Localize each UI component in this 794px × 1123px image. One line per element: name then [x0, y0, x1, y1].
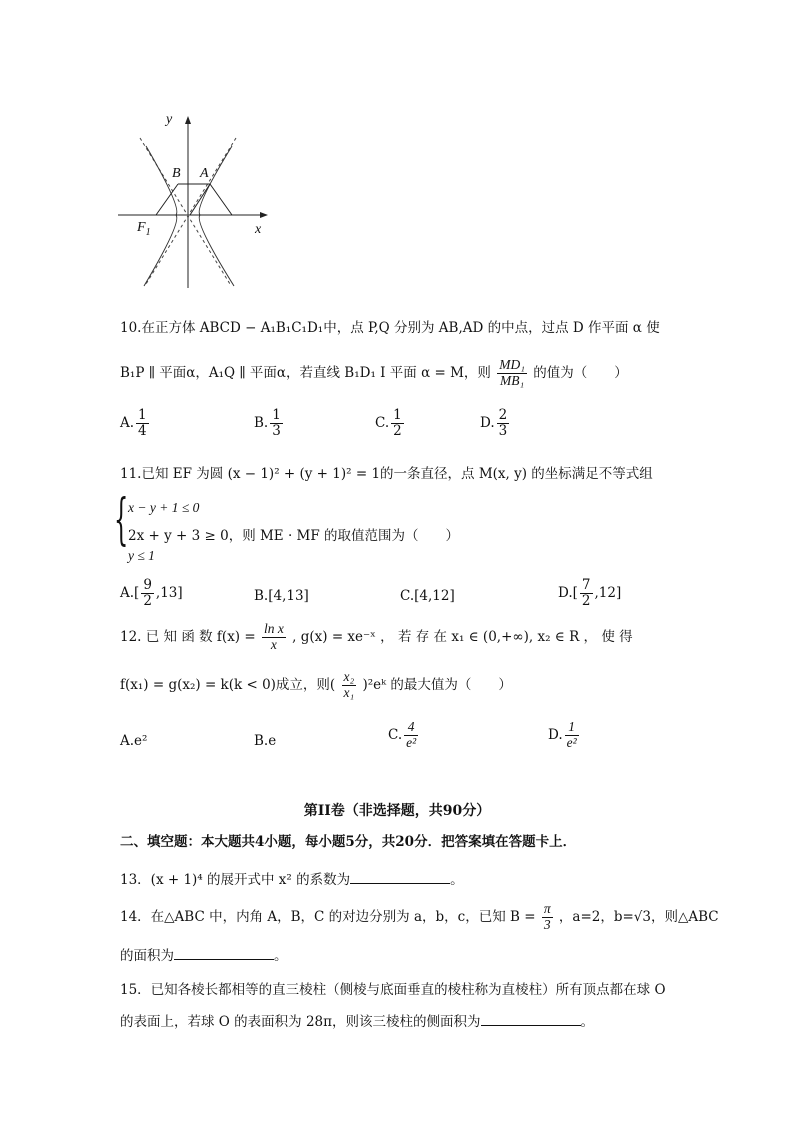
q10-option-b [254, 408, 285, 439]
q10-option-a-den: 4 [138, 422, 147, 439]
q15-line2-post: 。 [580, 1014, 594, 1030]
q12-ratio-num: x₂ [343, 669, 355, 684]
segment-A-origin [190, 184, 210, 215]
q11-option-a [120, 578, 183, 609]
q10-option-a-num: 1 [138, 407, 147, 423]
q12-option-c-num: 4 [404, 720, 418, 736]
q11-line1: 11.已知 EF 为圆 (x − 1)² + (y + 1)² = 1的一条直径，点 M(x, y) 的坐标满足不等式组 [120, 466, 653, 482]
q12-line1 [120, 622, 633, 653]
q10-option-b-den: 3 [272, 422, 281, 439]
q11-option-a-num: 9 [143, 577, 152, 593]
figure-point-B: B [172, 166, 181, 181]
section-title: 第II卷（非选择题，共90分） [303, 803, 491, 819]
hyperbola-figure [110, 108, 280, 290]
q13-pre: 13．(x + 1)⁴ 的展开式中 x² 的系数为 [120, 872, 351, 888]
q12-ratio-fraction [342, 670, 357, 701]
q11-option-a-post: ,13] [155, 584, 183, 601]
q14-angle-num: π [543, 901, 551, 916]
figure-y-label: y [166, 112, 173, 127]
q12-line1-pre: 12. 已 知 函 数 f(x) = [120, 628, 256, 645]
q12-line1-post: , g(x) = xe⁻ˣ ， 若 存 在 x₁ ∈ (0,+∞), x₂ ∈ R ， 使 得 [292, 628, 633, 645]
q12-ratio-den: x₁ [343, 684, 355, 700]
q12-option-c [388, 720, 420, 751]
q13-line [120, 868, 464, 888]
q11-option-c: C.[4,12] [400, 588, 455, 604]
figure-point-A: A [200, 166, 209, 181]
q12-option-b: B.e [254, 733, 277, 749]
q11-option-a-den: 2 [143, 592, 152, 609]
q12-line2 [120, 670, 512, 701]
q12-f-den: x [270, 636, 277, 652]
q12-option-d [548, 720, 581, 751]
q10-option-c-num: 1 [393, 407, 402, 423]
q10-option-d-frac [497, 408, 510, 439]
q11-system-row2: 2x + y + 3 ≥ 0，则 ME · MF 的取值范围为（ ） [128, 528, 460, 544]
figure-point-F1-sub: 1 [145, 226, 151, 238]
q10-line2 [120, 358, 628, 389]
q11-option-d [558, 578, 621, 609]
q11-option-a-label: A. [120, 584, 135, 601]
segment-B-bottom [156, 184, 178, 215]
q10-option-c-label: C. [375, 414, 390, 431]
q12-f-fraction [262, 622, 286, 653]
q15-line1: 15．已知各棱长都相等的直三棱柱（侧棱与底面垂直的棱柱称为直棱柱）所有顶点都在球 O [120, 982, 666, 998]
figure-point-F1-letter: F [137, 220, 146, 235]
q11-system-row3: y ≤ 1 [128, 548, 155, 563]
q12-line2-post: )²eᵏ 的最大值为（ ） [362, 676, 512, 693]
q12-option-c-den: e² [406, 734, 417, 750]
q10-line1: 10.在正方体 ABCD − A₁B₁C₁D₁中，点 P,Q 分别为 AB,AD 的中点，过点 D 作平面 α 使 [120, 320, 660, 336]
q13-post: 。 [450, 872, 464, 888]
q14-angle-fraction [542, 902, 553, 933]
q10-line2-post: 的值为（ ） [533, 364, 628, 381]
q14-line2-post: 。 [274, 948, 288, 964]
q14-pre: 14．在△ABC 中，内角 A，B，C 的对边分别为 a，b，c，已知 B = [120, 908, 536, 925]
q11-system-row1: x − y + 1 ≤ 0 [128, 500, 200, 515]
q10-option-a-label: A. [120, 414, 135, 431]
q10-option-d-den: 3 [498, 422, 508, 439]
q10-option-c-frac [391, 408, 404, 439]
q14-line1 [120, 902, 719, 933]
q11-option-d-post: ,12] [594, 584, 622, 601]
q10-option-c [375, 408, 406, 439]
q10-ratio-num: MD₁ [499, 357, 525, 372]
q11-option-b: B.[4,13] [254, 588, 309, 604]
q15-line2 [120, 1010, 594, 1030]
q12-option-d-label: D. [548, 726, 563, 743]
q10-option-b-label: B. [254, 414, 269, 431]
q14-post: ，a=2，b=√3，则△ABC [558, 908, 719, 925]
q11-option-d-den: 2 [581, 592, 591, 609]
q10-option-a [120, 408, 151, 439]
q10-line2-pre: B₁P ∥ 平面α，A₁Q ∥ 平面α，若直线 B₁D₁ I 平面 α = M，则 [120, 364, 491, 381]
q10-option-b-num: 1 [272, 407, 281, 423]
q14-line2 [120, 944, 288, 964]
figure-point-F1 [137, 220, 151, 238]
asymptote-2 [146, 138, 236, 284]
y-axis-arrow [185, 116, 191, 124]
q15-answer-blank[interactable] [481, 1013, 581, 1026]
q12-option-c-frac [404, 720, 418, 751]
q10-option-b-frac [270, 408, 283, 439]
q14-line2-text: 的面积为 [120, 948, 174, 964]
q11-option-d-frac [580, 578, 593, 609]
q10-ratio-den: MB₁ [499, 372, 525, 388]
q14-angle-den: 3 [543, 916, 551, 932]
q15-line2-text: 的表面上，若球 O 的表面积为 28π，则该三棱柱的侧面积为 [120, 1014, 481, 1030]
section-description: 二、填空题：本大题共4小题，每小题5分，共20分．把答案填在答题卡上． [120, 834, 577, 850]
q11-option-d-pre: [ [572, 584, 578, 601]
q12-option-d-den: e² [566, 734, 577, 750]
q10-ratio-fraction [497, 358, 527, 389]
q11-option-a-pre: [ [134, 584, 140, 601]
q12-option-d-frac [565, 720, 579, 751]
q11-option-d-label: D. [558, 584, 573, 601]
q12-line2-pre: f(x₁) = g(x₂) = k(k < 0)成立，则( [120, 676, 336, 693]
q10-option-d-label: D. [480, 414, 495, 431]
q10-option-c-den: 2 [393, 422, 402, 439]
q12-option-c-label: C. [388, 726, 403, 743]
q10-option-d-num: 2 [498, 407, 508, 423]
q11-option-a-frac [141, 578, 154, 609]
q11-system-brace: { [114, 487, 129, 552]
q12-f-num: ln x [263, 621, 284, 636]
q10-option-d [480, 408, 511, 439]
q11-option-d-num: 7 [581, 577, 591, 593]
segment-A-bottom [210, 184, 232, 215]
q12-option-d-num: 1 [565, 720, 579, 736]
q12-option-a: A.e² [120, 733, 148, 749]
x-axis-arrow [260, 212, 268, 218]
q14-answer-blank[interactable] [174, 947, 274, 960]
figure-x-label: x [255, 222, 262, 237]
q13-answer-blank[interactable] [350, 871, 450, 884]
q10-option-a-frac [136, 408, 149, 439]
